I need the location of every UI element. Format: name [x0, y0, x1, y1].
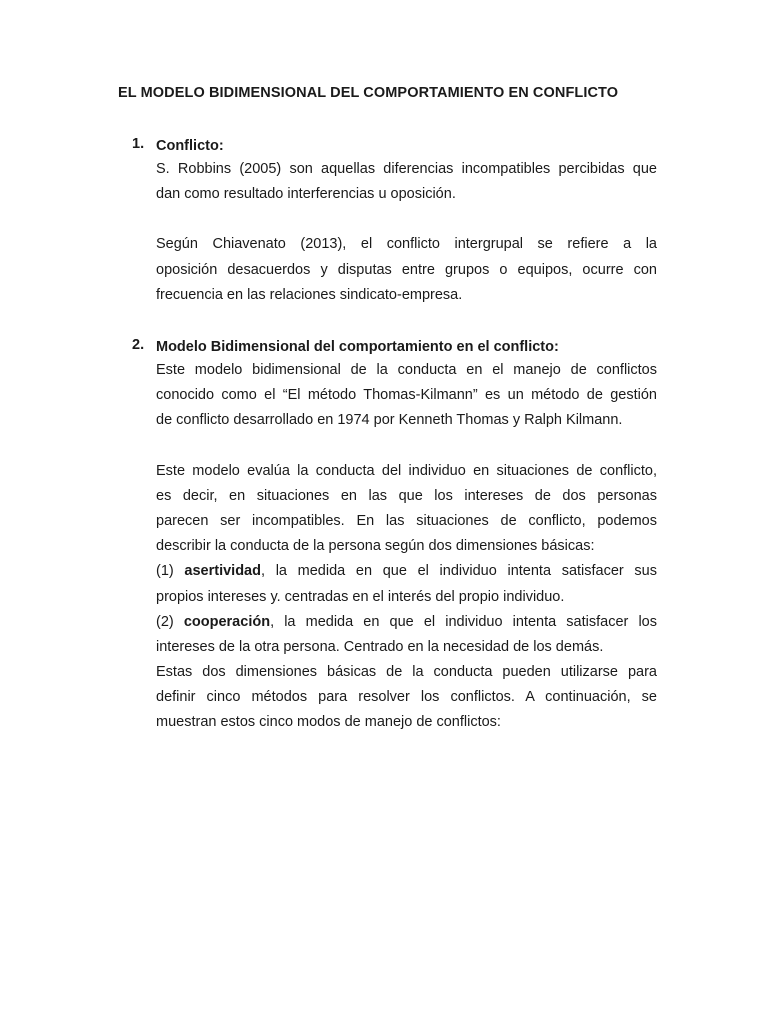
- text-line: de conflicto desarrollado en 1974 por Kenneth Thomas y Ralph Kilmann.: [156, 412, 623, 429]
- section-heading: Conflicto:: [156, 138, 224, 154]
- dimension-prefix: (2): [156, 613, 184, 630]
- dimension-prefix: (1): [156, 563, 185, 580]
- text-line: describir la conducta de la persona según dos dimensiones básicas:: [156, 538, 595, 555]
- section-number: 1.: [132, 136, 145, 152]
- section-heading: Modelo Bidimensional del comportamiento en el conflicto:: [156, 339, 559, 355]
- text-line: frecuencia en las relaciones sindicato-empresa.: [156, 286, 463, 303]
- text-line: S. Robbins (2005) son aquellas diferencias incompatibles percibidas que: [156, 161, 657, 177]
- text-line: definir cinco métodos para resolver los conflictos. A continuación, se: [156, 689, 657, 706]
- text-line: conocido como el “El método Thomas-Kilmann” es un método de gestión: [156, 387, 657, 404]
- dimension-text: , la medida en que el individuo intenta satisfacer sus: [260, 563, 657, 580]
- text-line: Estas dos dimensiones básicas de la conducta pueden utilizarse para: [156, 664, 657, 681]
- dimension-asertividad-line: [156, 559, 657, 584]
- section-modelo-bidimensional: [132, 337, 657, 736]
- paragraph-thomas-kilmann: [156, 358, 657, 434]
- text-line: parecen ser incompatibles. En las situaciones de conflicto, podemos: [156, 512, 657, 529]
- paragraph-chiavenato: [156, 232, 657, 308]
- dimension-cooperacion-line: [156, 610, 657, 635]
- text-line: Según Chiavenato (2013), el conflicto intergrupal se refiere a la: [156, 236, 657, 253]
- paragraph-dimensiones: [156, 459, 657, 736]
- keyword-asertividad: asertividad: [184, 563, 261, 580]
- text-line: es decir, en situaciones en las que los intereses de dos personas: [156, 487, 657, 504]
- paragraph-robbins: [156, 157, 657, 207]
- text-line: propios intereses y. centradas en el interés del propio individuo.: [156, 588, 565, 605]
- dimension-text: , la medida en que el individuo intenta satisfacer los: [270, 613, 657, 630]
- keyword-cooperacion: cooperación: [183, 613, 271, 630]
- section-number: 2.: [132, 337, 145, 353]
- text-line: Este modelo evalúa la conducta del individuo en situaciones de conflicto,: [156, 462, 657, 479]
- document-title: EL MODELO BIDIMENSIONAL DEL COMPORTAMIENTO EN CONFLICTO: [118, 85, 619, 101]
- text-line: oposición desacuerdos y disputas entre grupos o equipos, ocurre con: [156, 261, 657, 278]
- text-line: Este modelo bidimensional de la conducta en el manejo de conflictos: [156, 362, 657, 378]
- text-line: dan como resultado interferencias u oposición.: [156, 186, 456, 203]
- section-conflicto: [132, 136, 657, 308]
- text-line: intereses de la otra persona. Centrado en la necesidad de los demás.: [156, 638, 604, 655]
- text-line: muestran estos cinco modos de manejo de conflictos:: [156, 714, 501, 731]
